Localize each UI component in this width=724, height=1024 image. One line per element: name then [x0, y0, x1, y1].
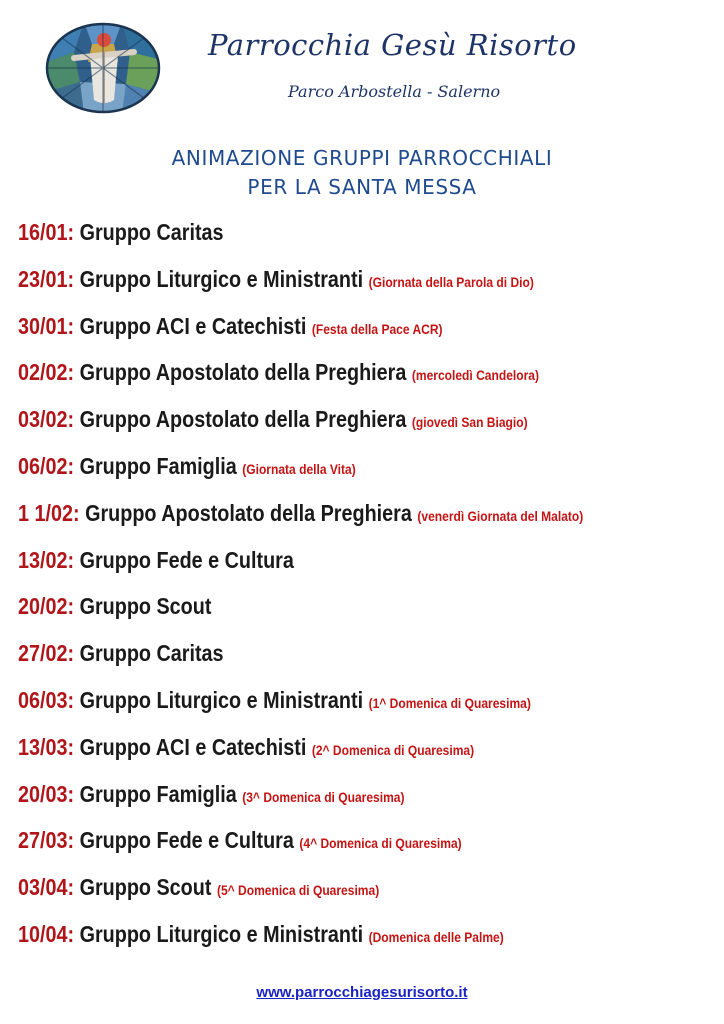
- schedule-date: 10/04:: [18, 920, 75, 947]
- schedule-group: Gruppo Caritas: [74, 219, 224, 245]
- schedule-date: 30/01:: [18, 312, 75, 339]
- schedule-row: [18, 729, 620, 776]
- schedule-row: [18, 869, 620, 916]
- schedule-group: Gruppo Liturgico e Ministranti: [74, 686, 369, 713]
- schedule-row: [18, 822, 620, 869]
- schedule-note: (Giornata della Vita): [242, 460, 356, 477]
- schedule-note: (5^ Domenica di Quaresima): [216, 882, 380, 899]
- schedule-date: 02/02:: [18, 359, 75, 386]
- schedule-group: Gruppo Apostolato della Preghiera: [74, 359, 412, 386]
- schedule-date: 06/03:: [18, 686, 75, 713]
- schedule-date: 03/04:: [18, 874, 75, 901]
- schedule-date: 03/02:: [18, 406, 75, 433]
- schedule-group: Gruppo Caritas: [74, 640, 224, 667]
- schedule-date: 06/02:: [18, 452, 75, 479]
- schedule-date: 16/01:: [18, 219, 75, 245]
- schedule-group: Gruppo ACI e Catechisti: [74, 733, 312, 760]
- schedule-note: (mercoledì Candelora): [411, 367, 539, 384]
- schedule-group: Gruppo Fede e Cultura: [74, 827, 300, 854]
- schedule-list: [18, 214, 718, 963]
- schedule-note: (2^ Domenica di Quaresima): [311, 741, 475, 758]
- schedule-date: 27/03:: [18, 827, 75, 854]
- page-title-line1: ANIMAZIONE GRUPPI PARROCCHIALI: [171, 146, 553, 170]
- parish-logo: [44, 22, 162, 114]
- schedule-group: Gruppo Liturgico e Ministranti: [74, 265, 369, 292]
- schedule-group: Gruppo Apostolato della Preghiera: [74, 406, 412, 433]
- schedule-row: [18, 214, 620, 261]
- schedule-row: [18, 401, 620, 448]
- schedule-note: (Festa della Pace ACR): [311, 320, 443, 337]
- schedule-row: [18, 308, 620, 355]
- schedule-group: Gruppo Famiglia: [74, 452, 243, 479]
- schedule-row: [18, 542, 620, 589]
- schedule-row: [18, 635, 620, 682]
- schedule-group: Gruppo Apostolato della Preghiera: [79, 499, 418, 526]
- schedule-row: [18, 495, 620, 542]
- schedule-group: Gruppo Scout: [74, 593, 212, 620]
- schedule-group: Gruppo Fede e Cultura: [74, 546, 294, 573]
- schedule-row: [18, 261, 620, 308]
- schedule-date: 20/02:: [18, 593, 75, 620]
- schedule-row: [18, 354, 620, 401]
- schedule-row: [18, 682, 620, 729]
- schedule-note: (giovedì San Biagio): [411, 414, 528, 431]
- schedule-note: (3^ Domenica di Quaresima): [242, 788, 405, 805]
- schedule-group: Gruppo Scout: [74, 874, 217, 901]
- schedule-note: (venerdì Giornata del Malato): [417, 507, 584, 524]
- schedule-group: Gruppo ACI e Catechisti: [74, 312, 312, 339]
- schedule-date: 1 1/02:: [18, 499, 80, 526]
- schedule-note: (Domenica delle Palme): [368, 928, 504, 945]
- schedule-date: 20/03:: [18, 780, 75, 807]
- schedule-group: Gruppo Famiglia: [74, 780, 243, 807]
- website-link[interactable]: www.parrocchiagesurisorto.it: [256, 984, 468, 1001]
- schedule-note: (1^ Domenica di Quaresima): [368, 694, 531, 711]
- schedule-date: 13/02:: [18, 546, 75, 573]
- schedule-row: [18, 448, 620, 495]
- schedule-note: (Giornata della Parola di Dio): [368, 273, 534, 290]
- schedule-row: [18, 916, 620, 963]
- parish-name: Parrocchia Gesù Risorto: [208, 28, 577, 62]
- schedule-note: (4^ Domenica di Quaresima): [299, 835, 462, 852]
- schedule-row: [18, 588, 620, 635]
- schedule-date: 23/01:: [18, 265, 75, 292]
- parish-location: Parco Arbostella - Salerno: [288, 82, 501, 101]
- stained-glass-logo-icon: [44, 22, 162, 114]
- schedule-group: Gruppo Liturgico e Ministranti: [74, 920, 369, 947]
- page-title-line2: PER LA SANTA MESSA: [247, 175, 477, 199]
- schedule-row: [18, 776, 620, 823]
- schedule-date: 13/03:: [18, 733, 75, 760]
- schedule-date: 27/02:: [18, 640, 75, 667]
